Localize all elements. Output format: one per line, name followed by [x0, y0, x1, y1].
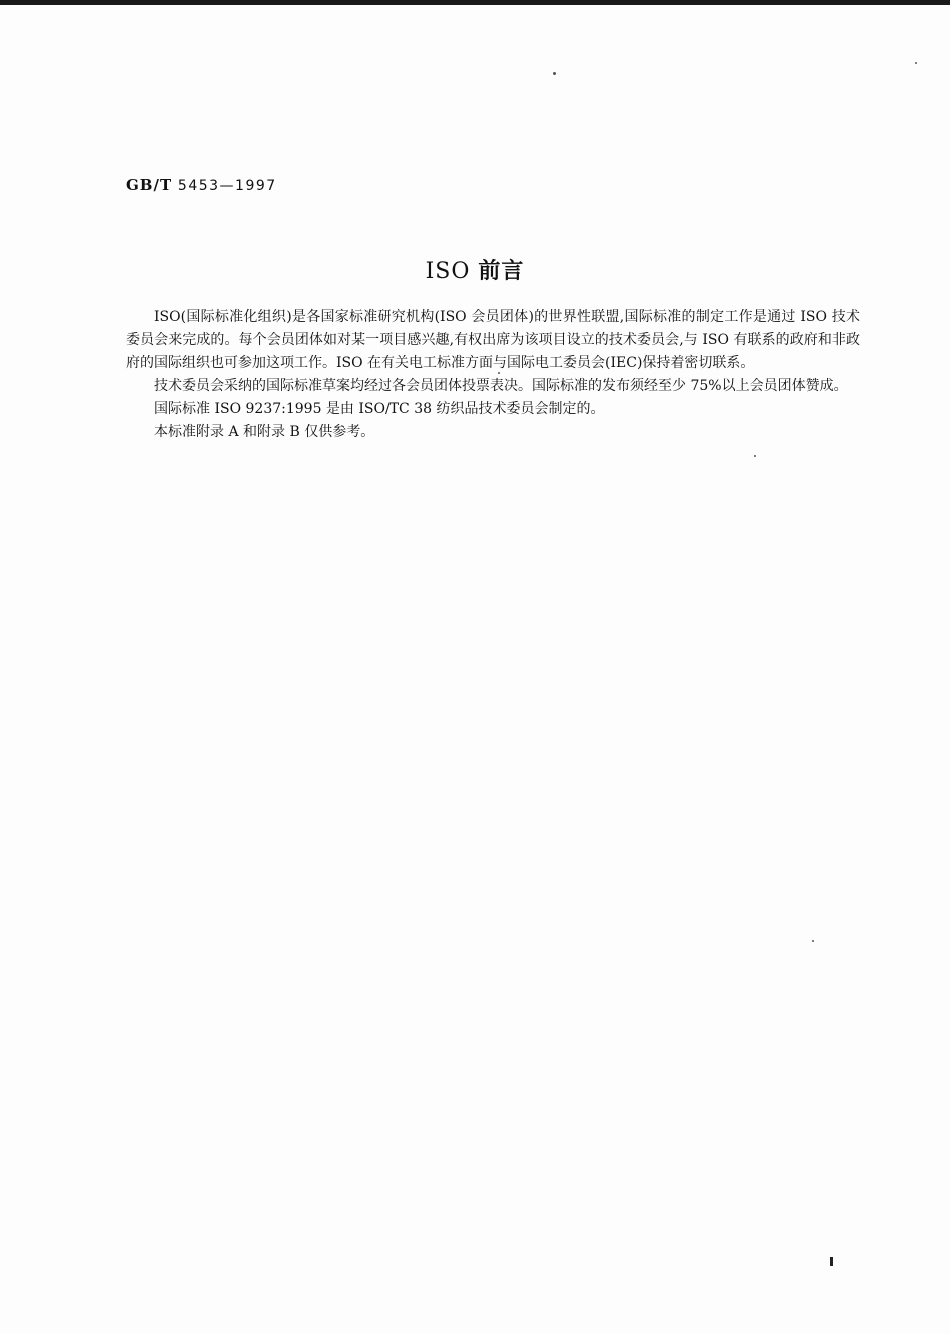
scan-speck: [553, 72, 556, 75]
paragraph: ISO(国际标准化组织)是各国家标准研究机构(ISO 会员团体)的世界性联盟,国际标准的制定工作是通过 ISO 技术委员会来完成的。每个会员团体如对某一项目感兴趣,有权出席为该项目设立的技术委员会,与 ISO 有联系的政府和非政府的国际组织也可参加这项工作。ISO 在有关电工标准方面与国际电工委员会(IEC)保持着密切联系。: [126, 309, 860, 371]
paragraph: 本标准附录 A 和附录 B 仅供参考。: [154, 424, 375, 440]
standard-code-number: 5453—1997: [177, 178, 277, 194]
page-title: [0, 254, 950, 285]
paragraph: 技术委员会采纳的国际标准草案均经过各会员团体投票表决。国际标准的发布须经至少 75%以上会员团体赞成。: [154, 378, 848, 394]
title-cjk: 前言: [478, 259, 525, 284]
standard-code: [126, 176, 277, 194]
scan-top-edge: [0, 0, 950, 5]
paragraph: 国际标准 ISO 9237:1995 是由 ISO/TC 38 纺织品技术委员会制定的。: [154, 401, 605, 417]
standard-code-prefix: GB/T: [126, 176, 173, 194]
scan-speck: [754, 455, 756, 457]
title-latin: ISO: [425, 259, 471, 284]
scan-speck: [915, 62, 917, 64]
scan-speck: [812, 940, 814, 942]
foreword-body: [126, 306, 860, 444]
page-number-mark: [830, 1257, 833, 1266]
